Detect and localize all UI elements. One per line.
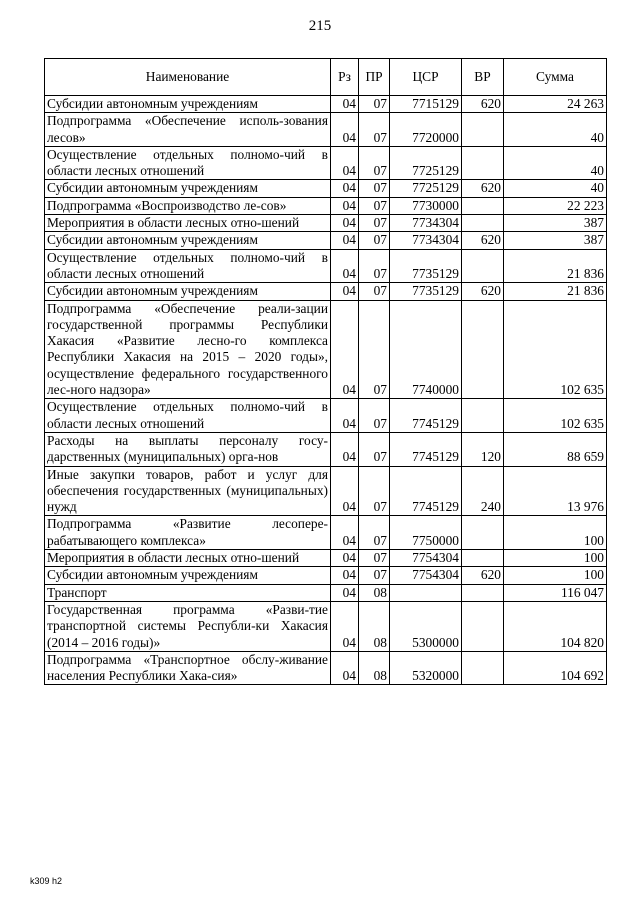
cell-name: Осуществление отдельных полномо-чий в области лесных отношений (45, 249, 331, 283)
cell-csr: 7735129 (390, 249, 462, 283)
cell-vr (462, 651, 504, 685)
cell-vr (462, 215, 504, 232)
table-row (45, 550, 607, 567)
cell-rz: 04 (331, 466, 359, 516)
cell-sum: 88 659 (504, 432, 607, 466)
cell-pr: 07 (359, 215, 390, 232)
cell-csr: 7745129 (390, 399, 462, 433)
cell-name: Субсидии автономным учреждениям (45, 567, 331, 584)
cell-pr: 07 (359, 550, 390, 567)
cell-csr: 5320000 (390, 651, 462, 685)
cell-pr: 07 (359, 300, 390, 399)
cell-rz: 04 (331, 197, 359, 214)
cell-vr: 620 (462, 180, 504, 197)
cell-csr: 7734304 (390, 232, 462, 249)
cell-rz: 04 (331, 567, 359, 584)
table-row (45, 466, 607, 516)
cell-name: Подпрограмма «Обеспечение исполь-зования лесов» (45, 113, 331, 147)
table-row (45, 249, 607, 283)
cell-rz: 04 (331, 283, 359, 300)
cell-rz: 04 (331, 601, 359, 651)
cell-csr: 7740000 (390, 300, 462, 399)
cell-pr: 08 (359, 601, 390, 651)
table-row (45, 215, 607, 232)
cell-rz: 04 (331, 113, 359, 147)
cell-sum: 24 263 (504, 96, 607, 113)
cell-rz: 04 (331, 550, 359, 567)
cell-csr: 7745129 (390, 466, 462, 516)
cell-name: Субсидии автономным учреждениям (45, 232, 331, 249)
cell-pr: 07 (359, 283, 390, 300)
table-row (45, 584, 607, 601)
cell-name: Подпрограмма «Развитие лесопере-рабатывающего комплекса» (45, 516, 331, 550)
cell-rz: 04 (331, 180, 359, 197)
header-name: Наименование (45, 59, 331, 96)
table-row (45, 113, 607, 147)
budget-table (44, 58, 607, 685)
cell-sum: 21 836 (504, 283, 607, 300)
cell-csr: 7745129 (390, 432, 462, 466)
cell-name: Подпрограмма «Транспортное обслу-живание населения Республики Хака-сия» (45, 651, 331, 685)
cell-sum: 387 (504, 215, 607, 232)
table-row (45, 432, 607, 466)
table-row (45, 146, 607, 180)
cell-vr: 620 (462, 96, 504, 113)
cell-csr: 7750000 (390, 516, 462, 550)
cell-rz: 04 (331, 516, 359, 550)
header-rz: Рз (331, 59, 359, 96)
cell-pr: 07 (359, 399, 390, 433)
cell-name: Мероприятия в области лесных отно-шений (45, 550, 331, 567)
cell-pr: 07 (359, 567, 390, 584)
cell-csr: 7754304 (390, 550, 462, 567)
cell-sum: 102 635 (504, 300, 607, 399)
table-row (45, 180, 607, 197)
cell-vr (462, 601, 504, 651)
cell-rz: 04 (331, 249, 359, 283)
cell-csr: 7720000 (390, 113, 462, 147)
cell-csr: 7725129 (390, 146, 462, 180)
cell-rz: 04 (331, 96, 359, 113)
table-row (45, 197, 607, 214)
cell-vr (462, 249, 504, 283)
cell-vr (462, 516, 504, 550)
cell-sum: 21 836 (504, 249, 607, 283)
cell-pr: 07 (359, 96, 390, 113)
cell-vr: 240 (462, 466, 504, 516)
cell-csr: 7735129 (390, 283, 462, 300)
cell-sum: 100 (504, 516, 607, 550)
cell-sum: 13 976 (504, 466, 607, 516)
cell-pr: 07 (359, 432, 390, 466)
cell-vr: 620 (462, 567, 504, 584)
cell-rz: 04 (331, 584, 359, 601)
table-row (45, 516, 607, 550)
table-row (45, 651, 607, 685)
cell-name: Субсидии автономным учреждениям (45, 96, 331, 113)
cell-pr: 07 (359, 466, 390, 516)
cell-vr (462, 146, 504, 180)
cell-sum: 40 (504, 146, 607, 180)
cell-pr: 07 (359, 249, 390, 283)
cell-sum: 102 635 (504, 399, 607, 433)
cell-name: Государственная программа «Разви-тие транспортной системы Республи-ки Хакасия (2014 – 2016 годы)» (45, 601, 331, 651)
cell-sum: 104 692 (504, 651, 607, 685)
cell-sum: 116 047 (504, 584, 607, 601)
cell-csr: 7730000 (390, 197, 462, 214)
cell-vr: 620 (462, 283, 504, 300)
cell-name: Субсидии автономным учреждениям (45, 283, 331, 300)
cell-rz: 04 (331, 399, 359, 433)
cell-pr: 07 (359, 113, 390, 147)
table-row (45, 567, 607, 584)
cell-vr (462, 399, 504, 433)
cell-pr: 07 (359, 232, 390, 249)
header-vr: ВР (462, 59, 504, 96)
cell-csr (390, 584, 462, 601)
cell-csr: 7725129 (390, 180, 462, 197)
cell-rz: 04 (331, 215, 359, 232)
cell-name: Субсидии автономным учреждениям (45, 180, 331, 197)
cell-sum: 100 (504, 550, 607, 567)
cell-vr: 120 (462, 432, 504, 466)
cell-name: Транспорт (45, 584, 331, 601)
cell-sum: 40 (504, 113, 607, 147)
cell-name: Расходы на выплаты персоналу госу-дарственных (муниципальных) орга-нов (45, 432, 331, 466)
cell-vr (462, 300, 504, 399)
header-csr: ЦСР (390, 59, 462, 96)
cell-vr (462, 197, 504, 214)
table-row (45, 601, 607, 651)
cell-rz: 04 (331, 300, 359, 399)
cell-name: Иные закупки товаров, работ и услуг для обеспечения государственных (муниципальных) нужд (45, 466, 331, 516)
cell-pr: 08 (359, 651, 390, 685)
cell-pr: 08 (359, 584, 390, 601)
cell-pr: 07 (359, 197, 390, 214)
cell-name: Подпрограмма «Воспроизводство ле-сов» (45, 197, 331, 214)
table-row (45, 232, 607, 249)
cell-csr: 7734304 (390, 215, 462, 232)
header-pr: ПР (359, 59, 390, 96)
cell-vr (462, 550, 504, 567)
table-header-row (45, 59, 607, 96)
cell-pr: 07 (359, 516, 390, 550)
cell-sum: 40 (504, 180, 607, 197)
cell-sum: 387 (504, 232, 607, 249)
cell-csr: 7754304 (390, 567, 462, 584)
cell-sum: 22 223 (504, 197, 607, 214)
cell-vr (462, 113, 504, 147)
cell-rz: 04 (331, 232, 359, 249)
cell-name: Подпрограмма «Обеспечение реали-зации государственной программы Республики Хакасия «Развитие лесно-го комплекса Республики Хакасия на 2015 – 2020 годы», осуществление федерального государственного лес-ного надзора» (45, 300, 331, 399)
header-sum: Сумма (504, 59, 607, 96)
cell-rz: 04 (331, 651, 359, 685)
cell-pr: 07 (359, 180, 390, 197)
cell-name: Осуществление отдельных полномо-чий в области лесных отношений (45, 399, 331, 433)
cell-vr: 620 (462, 232, 504, 249)
table-row (45, 399, 607, 433)
cell-sum: 104 820 (504, 601, 607, 651)
cell-vr (462, 584, 504, 601)
cell-rz: 04 (331, 146, 359, 180)
cell-csr: 5300000 (390, 601, 462, 651)
cell-name: Осуществление отдельных полномо-чий в области лесных отношений (45, 146, 331, 180)
table-row (45, 300, 607, 399)
table-row (45, 283, 607, 300)
cell-csr: 7715129 (390, 96, 462, 113)
page-number: 215 (308, 18, 332, 34)
cell-rz: 04 (331, 432, 359, 466)
table-row (45, 96, 607, 113)
footer-code: k309 h2 (30, 876, 63, 886)
cell-sum: 100 (504, 567, 607, 584)
cell-name: Мероприятия в области лесных отно-шений (45, 215, 331, 232)
cell-pr: 07 (359, 146, 390, 180)
